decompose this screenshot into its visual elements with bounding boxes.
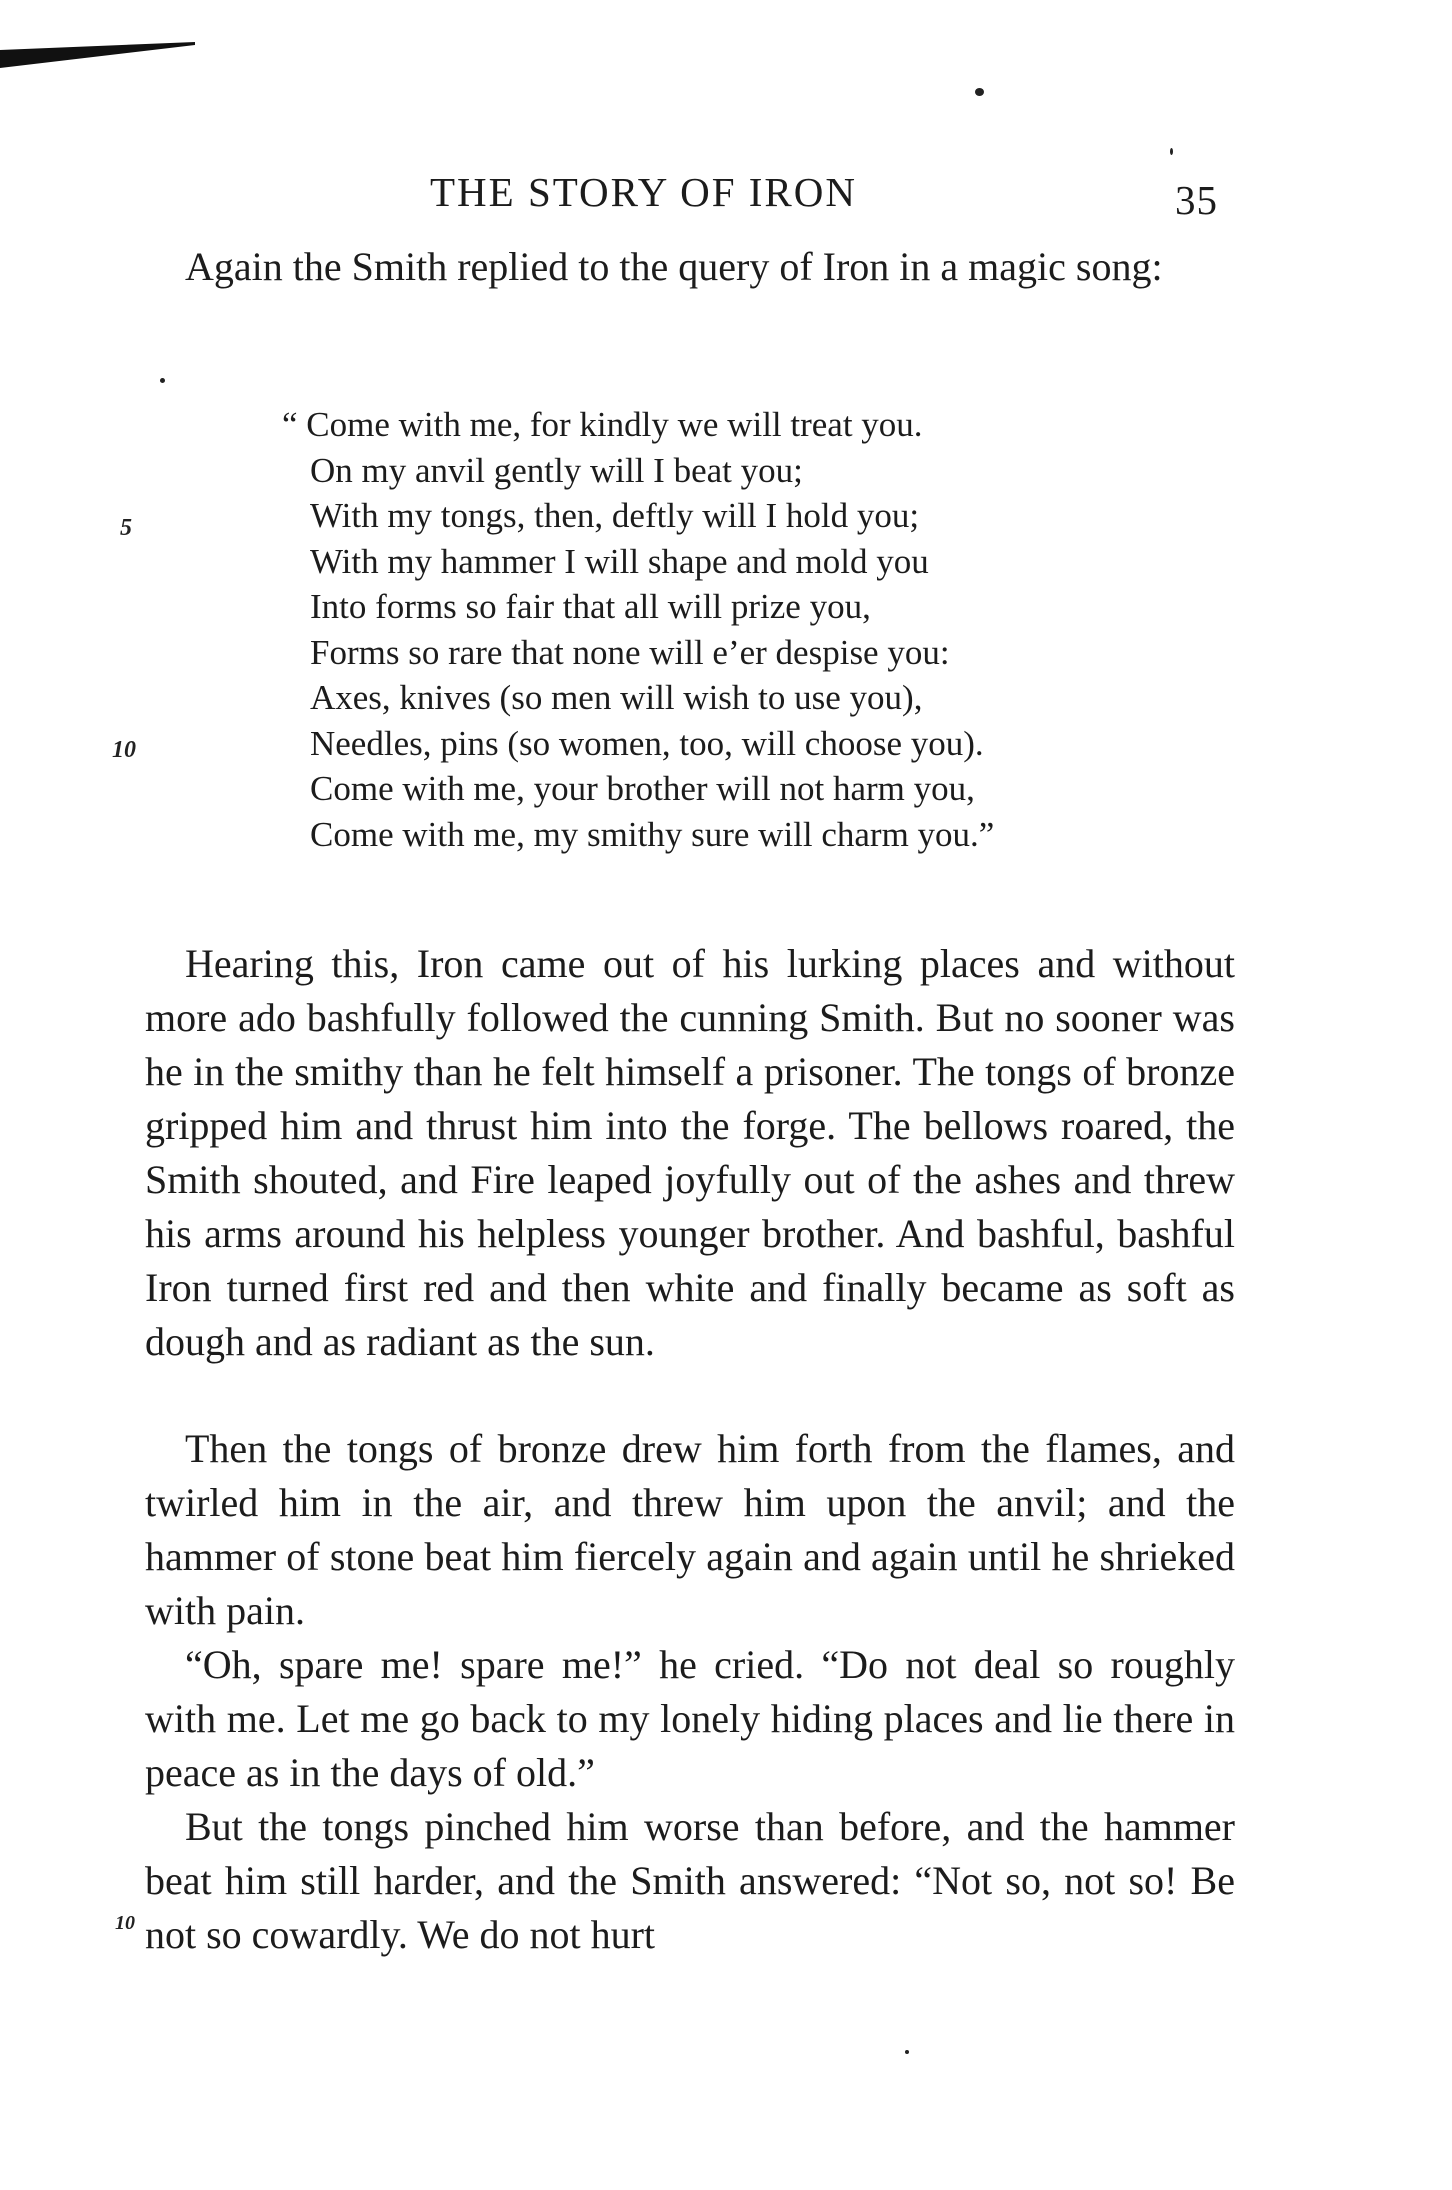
poem <box>282 402 1210 857</box>
margin-line-number: 10 <box>115 1912 135 1934</box>
body-paragraph: But the tongs pinched him worse than before, and the hammer beat him still harder, and the Smith answered: “Not so, not so! Be not so cowardly. We do not hurt <box>145 1804 1235 1957</box>
poem-line: With my hammer I will shape and mold you <box>310 541 929 581</box>
poem-line: Into forms so fair that all will prize you, <box>310 587 871 626</box>
poem-line: Needles, pins (so women, too, will choose you). <box>310 723 984 763</box>
poem-line: With my tongs, then, deftly will I hold you; <box>310 496 920 535</box>
scan-speck <box>1170 148 1173 155</box>
poem-line: Come with me, your brother will not harm you, <box>310 769 975 808</box>
scan-speck <box>905 2050 909 2054</box>
poem-line-number: 5 <box>120 515 132 541</box>
scan-speck <box>975 88 984 96</box>
intro-paragraph: Again the Smith replied to the query of Iron in a magic song: <box>185 244 1163 289</box>
scan-edge-mark <box>0 38 200 78</box>
poem-line: Axes, knives (so men will wish to use you), <box>310 678 923 717</box>
running-title: THE STORY OF IRON <box>430 169 857 215</box>
poem-line: On my anvil gently will I beat you; <box>310 450 803 490</box>
poem-line: Come with me, my smithy sure will charm you.” <box>310 814 995 854</box>
body-paragraph: “Oh, spare me! spare me!” he cried. “Do not deal so roughly with me. Let me go back to my lonely hiding places and lie there in peace as in the days of old.” <box>145 1642 1235 1795</box>
poem-line: Forms so rare that none will e’er despise you: <box>310 632 950 672</box>
poem-line-number: 10 <box>112 737 136 763</box>
page-number: 35 <box>1175 177 1218 223</box>
poem-line: “ Come with me, for kindly we will treat you. <box>282 405 923 444</box>
body-paragraph: Then the tongs of bronze drew him forth from the flames, and twirled him in the air, and threw him upon the anvil; and the hammer of stone beat him fiercely again and again until he shrieked with pain. <box>145 1426 1235 1633</box>
scan-speck <box>160 378 165 383</box>
body-paragraph: Hearing this, Iron came out of his lurking places and without more ado bashfully followed the cunning Smith. But no sooner was he in the smithy than he felt himself a prisoner. The tongs of bronze gripped him and thrust him into the forge. The bellows roared, the Smith shouted, and Fire leaped joyfully out of the ashes and threw his arms around his helpless younger brother. And bashful, bashful Iron turned first red and then white and finally became as soft as dough and as radiant as the sun. <box>145 941 1235 1364</box>
running-header <box>0 168 1452 223</box>
